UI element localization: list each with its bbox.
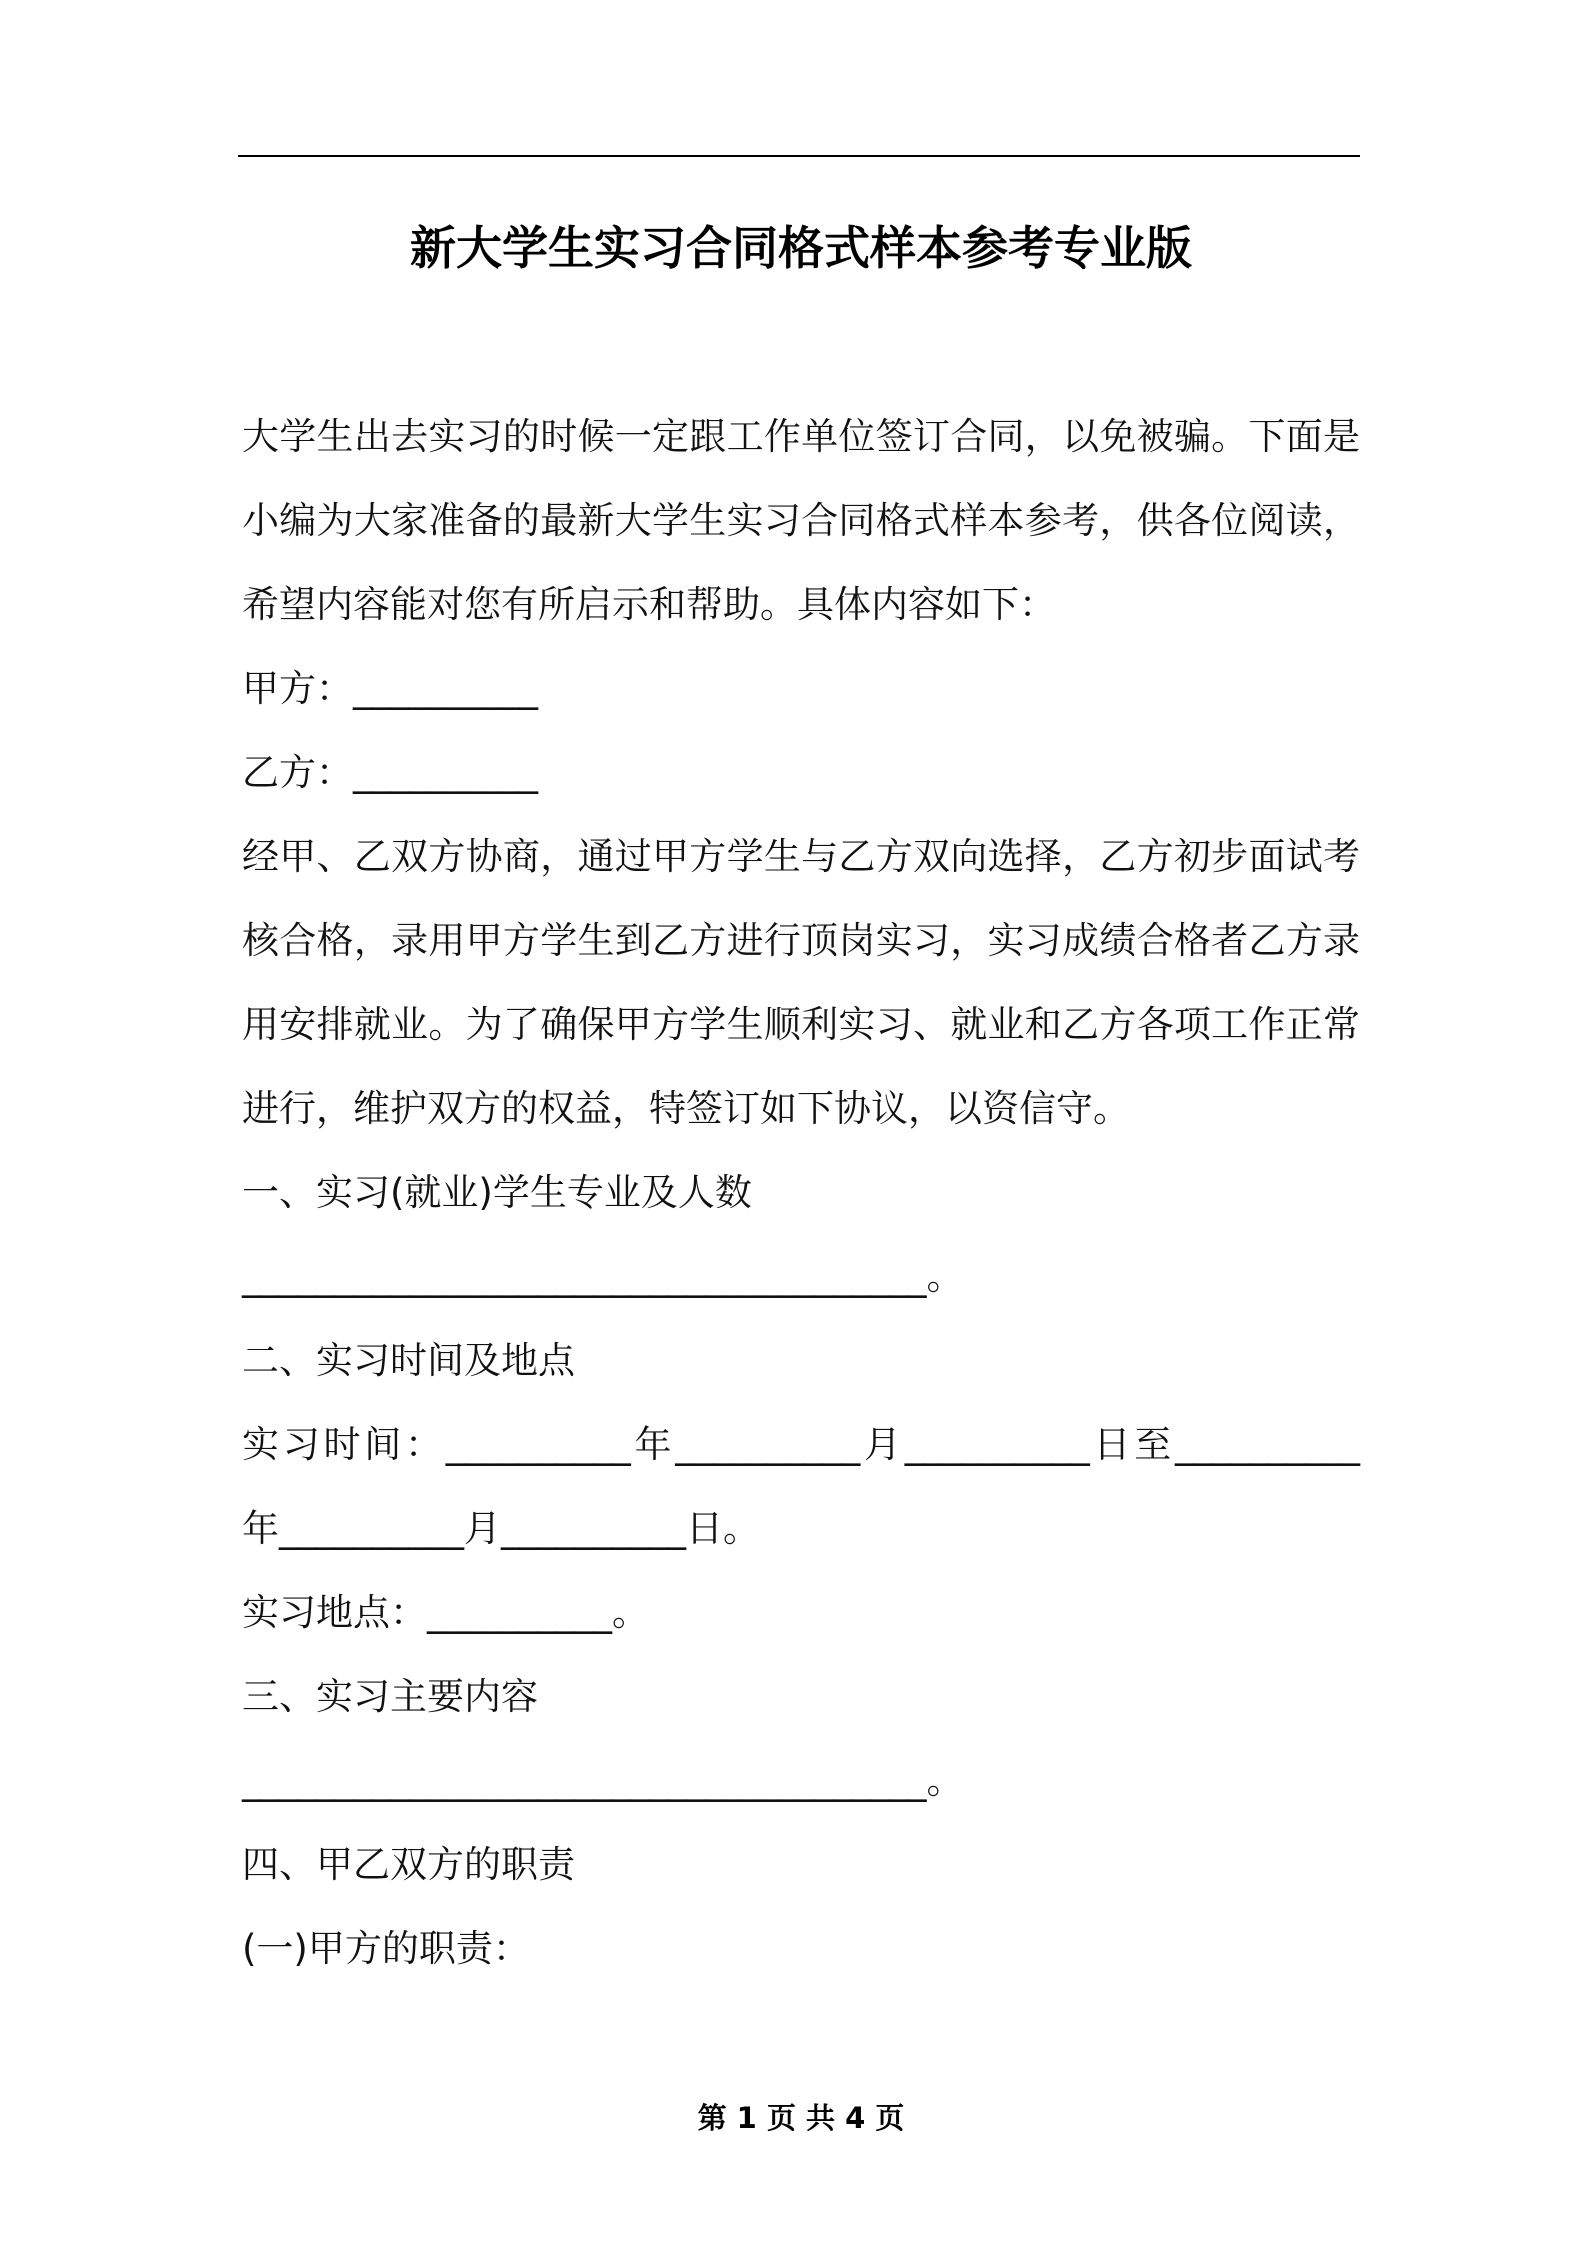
section-3-blank: _____________________________________。 — [242, 1759, 964, 1802]
internship-place-field: 实习地点：__________。 — [242, 1591, 649, 1634]
internship-time-line-2: 年__________月__________日。 — [242, 1507, 760, 1550]
document-body — [242, 395, 1360, 1991]
intro-paragraph: 大学生出去实习的时候一定跟工作单位签订合同，以免被骗。下面是小编为大家准备的最新大学生实习合同格式样本参考，供各位阅读，希望内容能对您有所启示和帮助。具体内容如下： — [242, 415, 1360, 626]
preamble-paragraph: 经甲、乙双方协商，通过甲方学生与乙方双向选择，乙方初步面试考核合格，录用甲方学生到乙方进行顶岗实习，实习成绩合格者乙方录用安排就业。为了确保甲方学生顺利实习、就业和乙方各项工作正常进行，维护双方的权益，特签订如下协议，以资信守。 — [242, 835, 1360, 1130]
party-b-field: 乙方：__________ — [242, 751, 538, 794]
section-3-heading: 三、实习主要内容 — [242, 1675, 538, 1718]
internship-time-line-1: 实习时间：__________年__________月__________日至__________ — [242, 1423, 1360, 1466]
section-4-heading: 四、甲乙双方的职责 — [242, 1843, 575, 1886]
page-number-footer: 第 1 页 共 4 页 — [697, 2101, 905, 2135]
section-1-blank: _____________________________________。 — [242, 1255, 964, 1298]
document-title: 新大学生实习合同格式样本参考专业版 — [410, 221, 1192, 275]
section-4-subheading-1: (一)甲方的职责： — [242, 1927, 530, 1970]
party-a-field: 甲方：__________ — [242, 667, 538, 710]
section-2-heading: 二、实习时间及地点 — [242, 1339, 575, 1382]
section-1-heading: 一、实习(就业)学生专业及人数 — [242, 1171, 752, 1214]
header-rule — [238, 155, 1360, 157]
